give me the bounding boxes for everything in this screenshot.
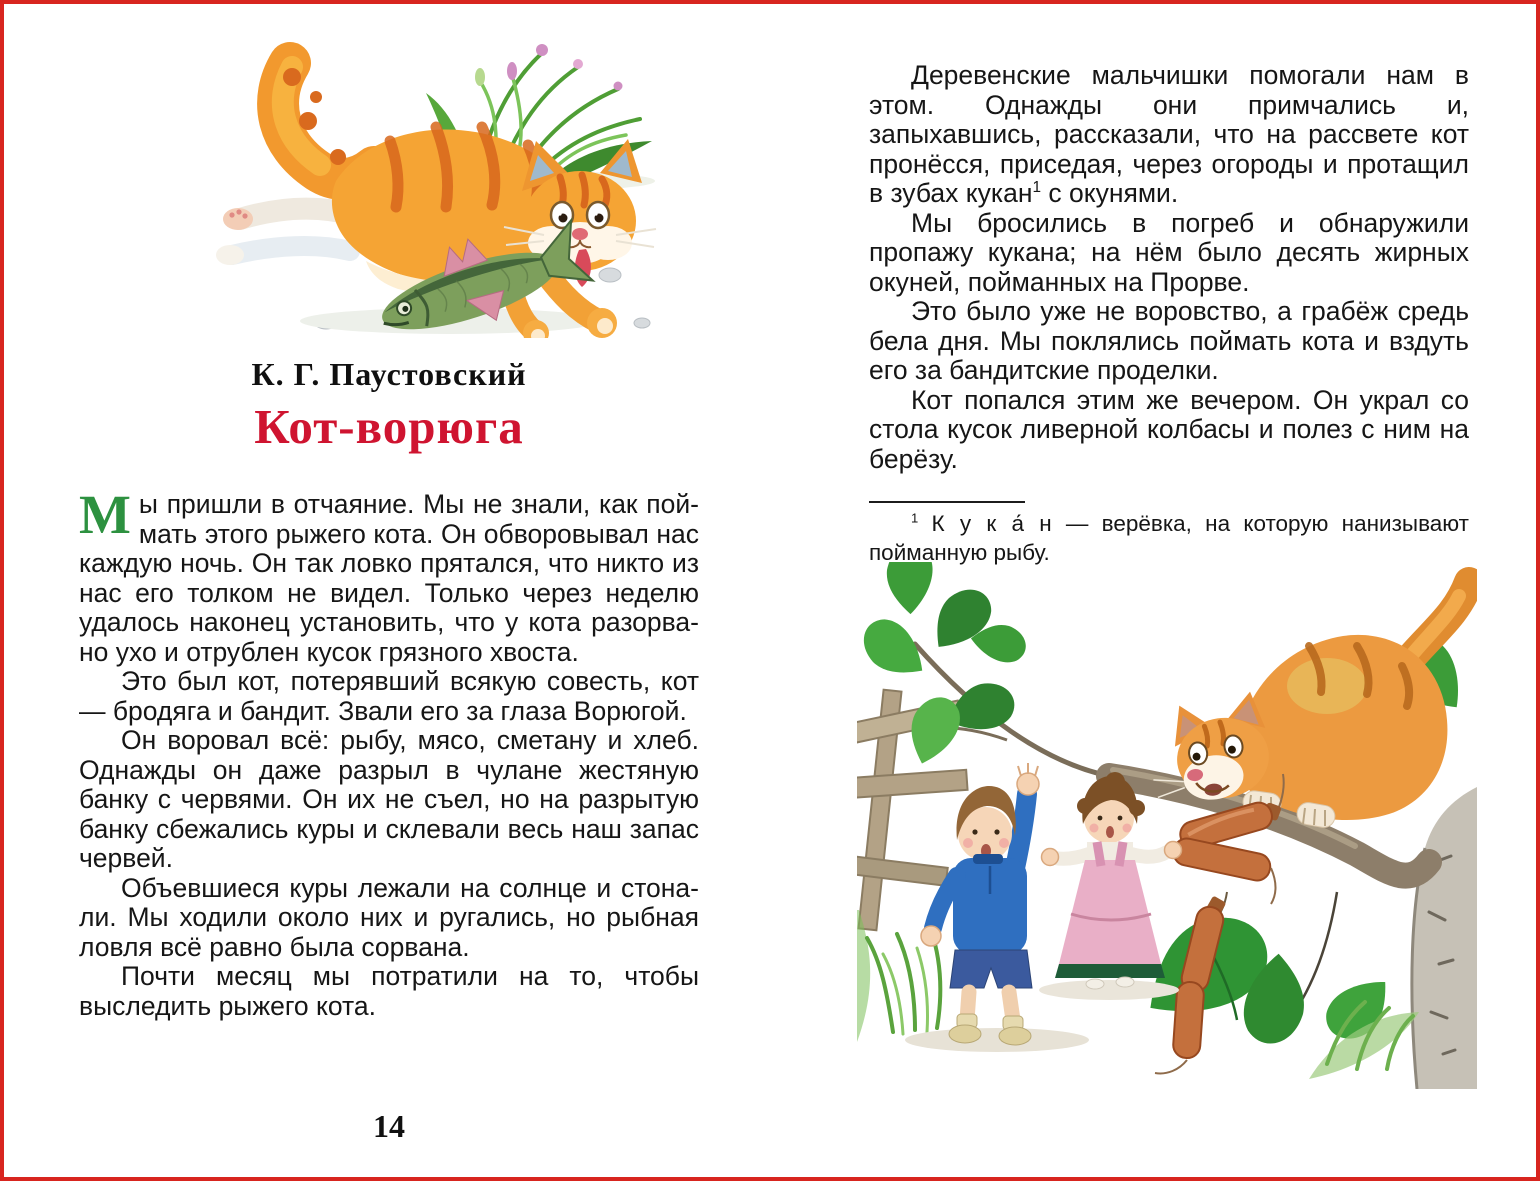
tree-trunk (1412, 787, 1477, 1089)
story-paragraph: Почти месяц мы потратили на то, чтобы выследить рыжего кота. (79, 961, 699, 1021)
footnote-text: — верёвка, на которую нанизывают пойманную рыбу. (869, 511, 1469, 565)
story-paragraph: Это было уже не воровство, а грабёж средь бела дня. Мы поклялись поймать кота и вздуть его за бандитские проделки. (869, 296, 1469, 385)
paragraph-text: с окунями. (1041, 178, 1179, 208)
story-paragraph: Кот попался этим же вечером. Он украл со стола кусок ливерной колбасы и полез с ним на берёзу. (869, 384, 1469, 474)
story-paragraph: Объевшиеся куры лежали на солнце и стонали. Мы ходили около них и ругались, но рыбная ловля всё равно была сорвана. (79, 872, 699, 962)
girl (1042, 772, 1182, 989)
story-paragraph: Это был кот, потерявший всякую совесть, кот — бродяга и бандит. Звали его за глаза Ворюгой. (79, 666, 699, 726)
ground-shadow (905, 1028, 1089, 1052)
story-paragraph (869, 61, 1469, 209)
cat-with-fish-illustration (140, 22, 664, 338)
author-line: К. Г. Паустовский (251, 356, 527, 392)
right-page-text (869, 61, 1469, 474)
cat-on-branch-illustration (857, 562, 1477, 1089)
footnote-rule (869, 501, 1025, 503)
paragraph-text: ы пришли в отчаяние. Мы не знали, как поймать этого рыжего кота. Он обворовывал нас каждую ночь. Он так ловко прятался, что никто из нас его толком не видел. Только через неделю удалось наконец установить, что у кота разорвано ухо и отрублен кусок грязного хвоста. (79, 489, 699, 667)
footnote-marker: 1 (911, 510, 919, 526)
paragraph-text: Деревенские мальчишки помогали нам в этом. Однажды они примчались и, запыхавшись, рассказали, что на рассвете кот пронёсся, приседая, через огороды и протащил в зубах кукан (869, 60, 1469, 208)
footnote-term: К у к а́ н (931, 511, 1053, 536)
footnote-reference: 1 (1032, 179, 1041, 197)
flowers (475, 44, 623, 91)
footnote (869, 509, 1469, 567)
story-paragraph (79, 484, 699, 667)
page-number: 14 (373, 1108, 405, 1144)
drop-cap: М (79, 484, 131, 545)
left-page-text (79, 484, 699, 1021)
left-page (4, 4, 774, 1177)
cat-on-branch (1143, 582, 1469, 829)
right-page (774, 4, 1540, 1177)
story-paragraph: Он воровал всё: рыбу, мясо, сметану и хлеб. Однажды он даже разрыл в чулане жестяную банку с червями. Он их не съел, но на разрытую банку сбежались куры и склевали весь наш запас червей. (79, 725, 699, 873)
story-title: Кот-ворюга (254, 399, 524, 454)
story-paragraph: Мы бросились в погреб и обнаружили пропажу кукана; на нём было десять жирных окуней, пойманных на Прорве. (869, 207, 1469, 297)
ground-shadow (1039, 980, 1179, 1000)
